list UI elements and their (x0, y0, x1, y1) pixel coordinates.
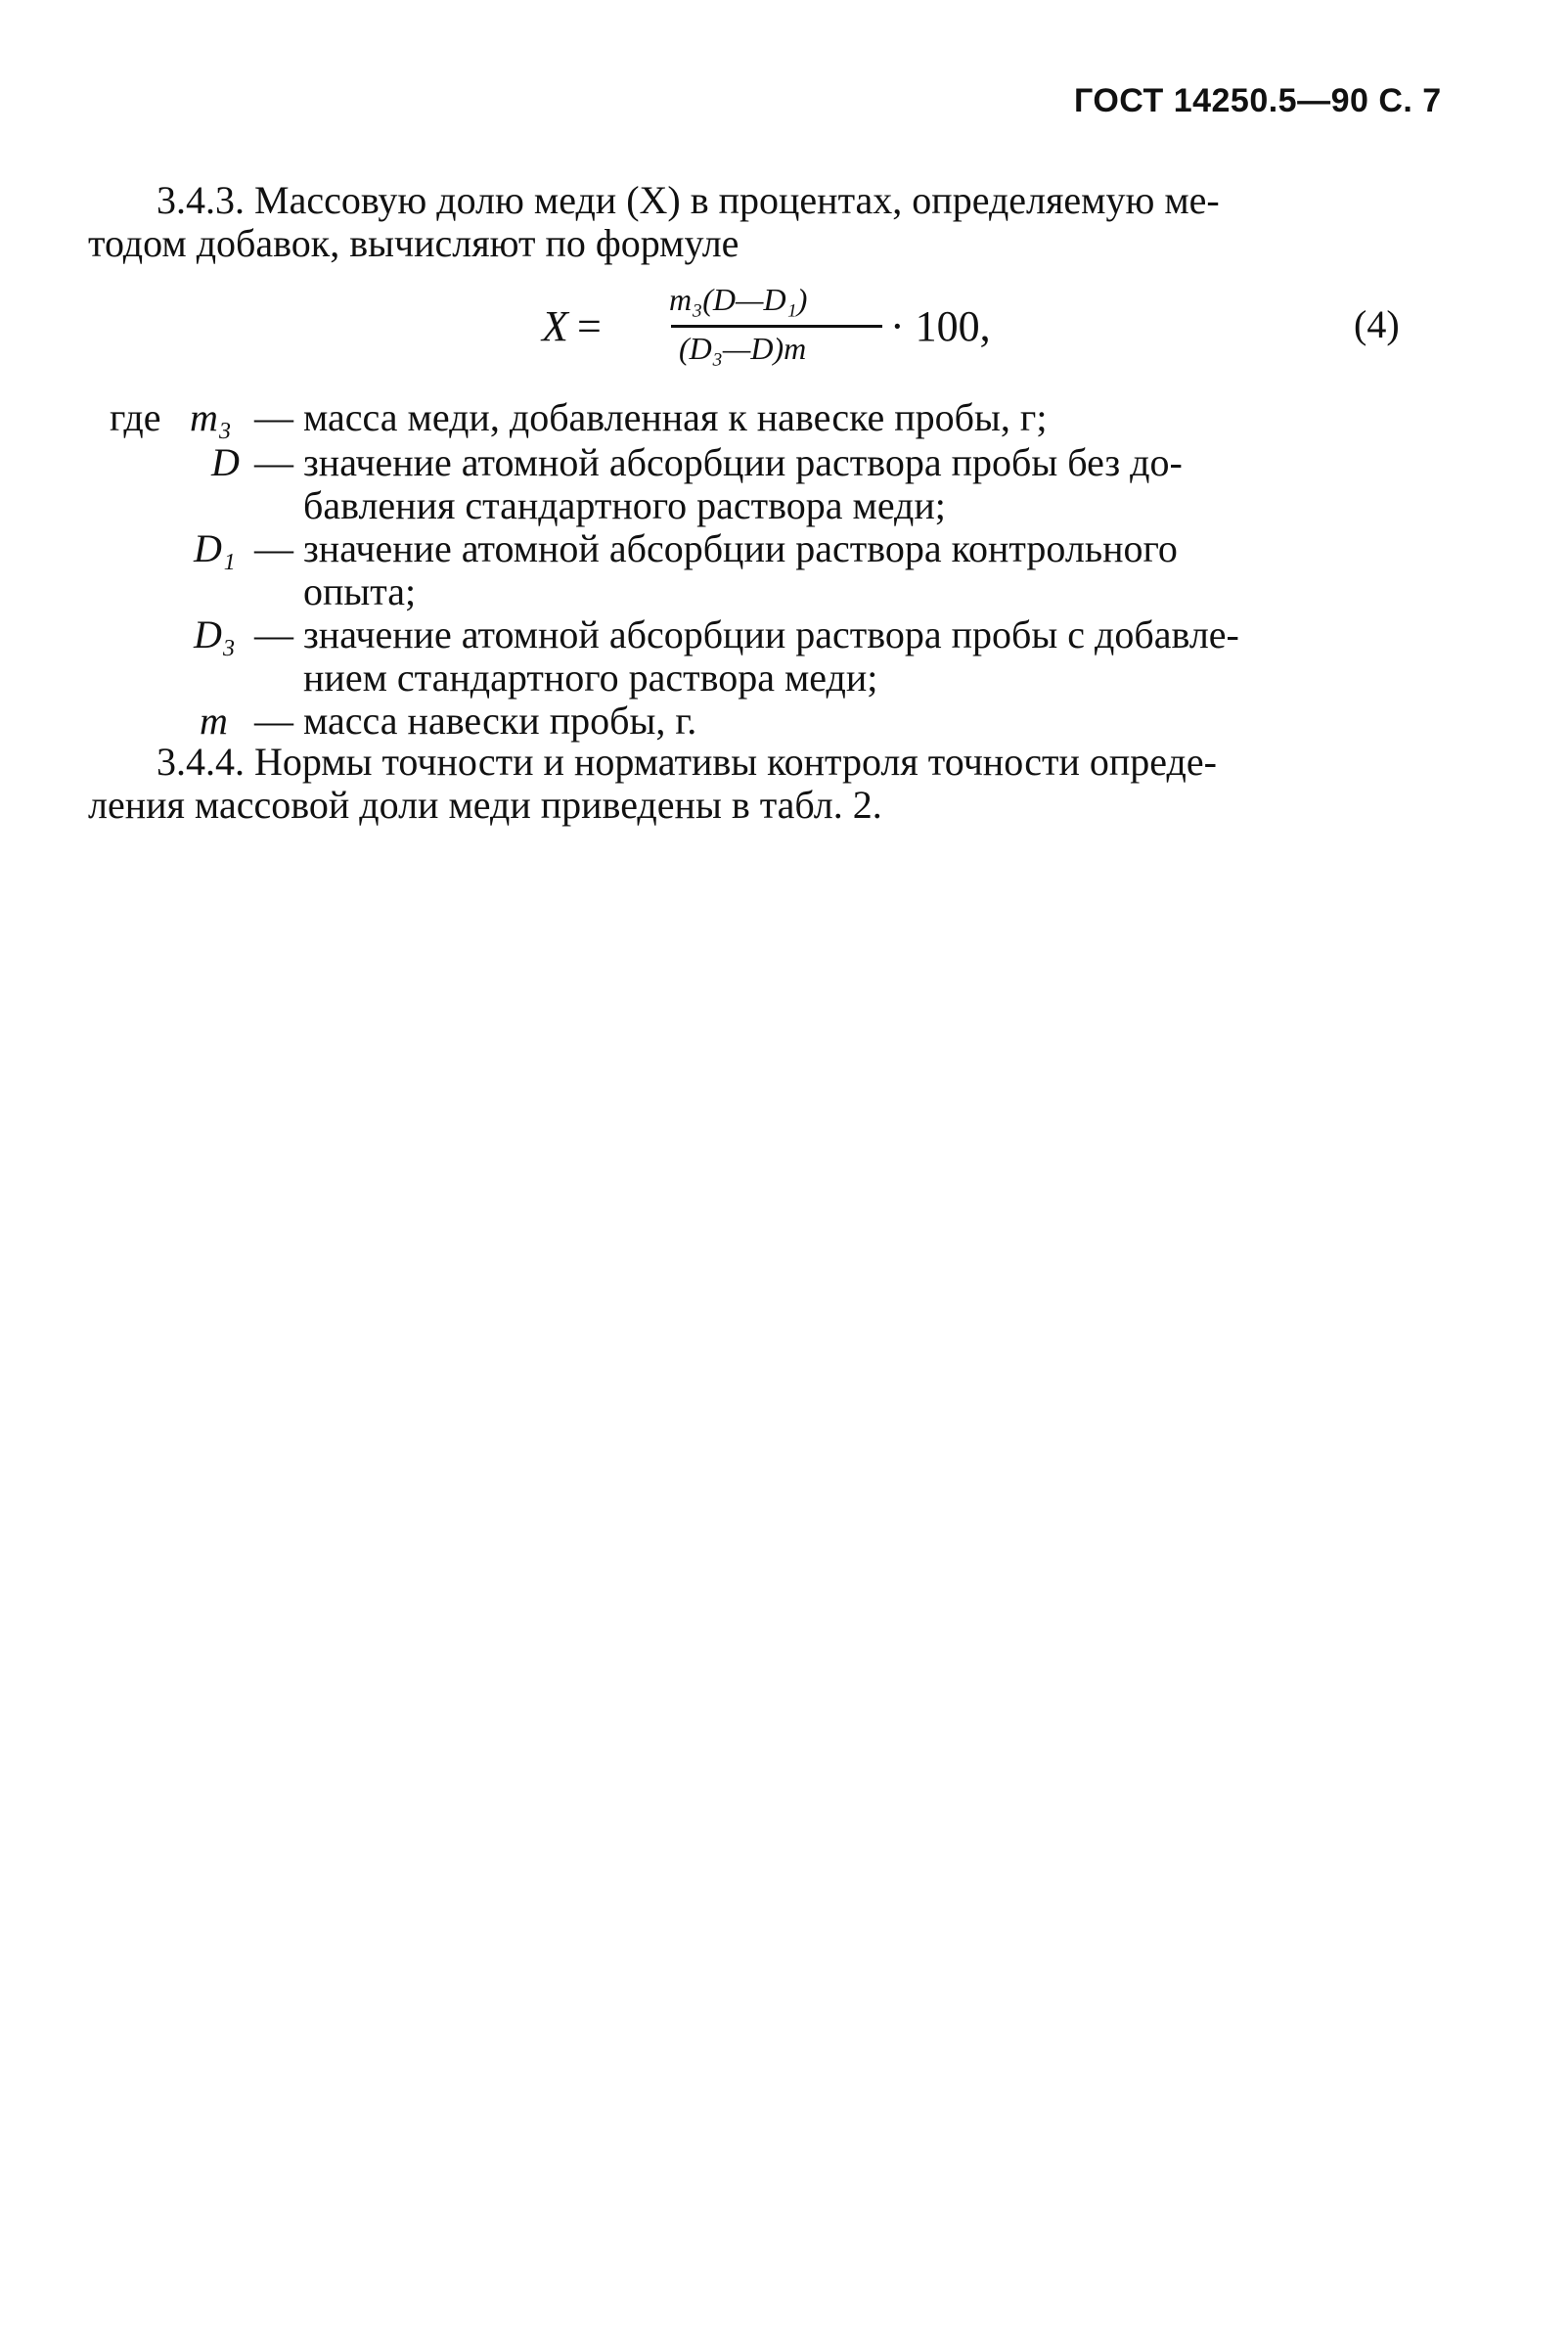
definition-text: — значение атомной абсорбции раствора пробы без до- (254, 440, 1183, 484)
clause-3-4-4-line-1: 3.4.4. Нормы точности и нормативы контроля точности опреде- (157, 740, 1217, 784)
definition-symbol: m (200, 699, 228, 743)
definition-text: — масса навески пробы, г. (254, 699, 697, 743)
definition-symbol: D₁ (194, 526, 236, 570)
where-label: где (110, 395, 161, 439)
definition-text: — значение атомной абсорбции раствора контрольного (254, 526, 1178, 570)
definition-symbol: D₃ (194, 612, 236, 656)
clause-3-4-3-line-1: 3.4.3. Массовую долю меди (X) в процентах, определяемую ме- (157, 178, 1220, 222)
formula-lhs: X (542, 302, 568, 350)
clause-3-4-4-line-2: ления массовой доли меди приведены в табл. 2. (88, 783, 882, 827)
page-header: ГОСТ 14250.5—90 С. 7 (1074, 82, 1442, 119)
definition-text-continued: бавления стандартного раствора меди; (303, 483, 946, 527)
definition-text-continued: нием стандартного раствора меди; (303, 655, 878, 700)
clause-3-4-3-line-2: тодом добавок, вычисляют по формуле (88, 221, 739, 265)
formula-numerator: m₃(D—D₁) (669, 282, 808, 317)
definition-text-continued: опыта; (303, 569, 417, 613)
definition-symbol: m₃ (190, 395, 232, 439)
definition-text: — значение атомной абсорбции раствора пробы с добавле- (254, 612, 1239, 656)
formula-multiplier: · 100, (890, 302, 991, 350)
definition-symbol: D (211, 440, 240, 484)
formula-number: (4) (1354, 302, 1400, 346)
formula-denominator: (D₃—D)m (679, 331, 807, 366)
formula-equals: = (577, 302, 602, 350)
formula-4 (542, 282, 1403, 380)
definition-text: — масса меди, добавленная к навеске пробы, г; (254, 395, 1048, 439)
fraction-bar (671, 325, 882, 328)
